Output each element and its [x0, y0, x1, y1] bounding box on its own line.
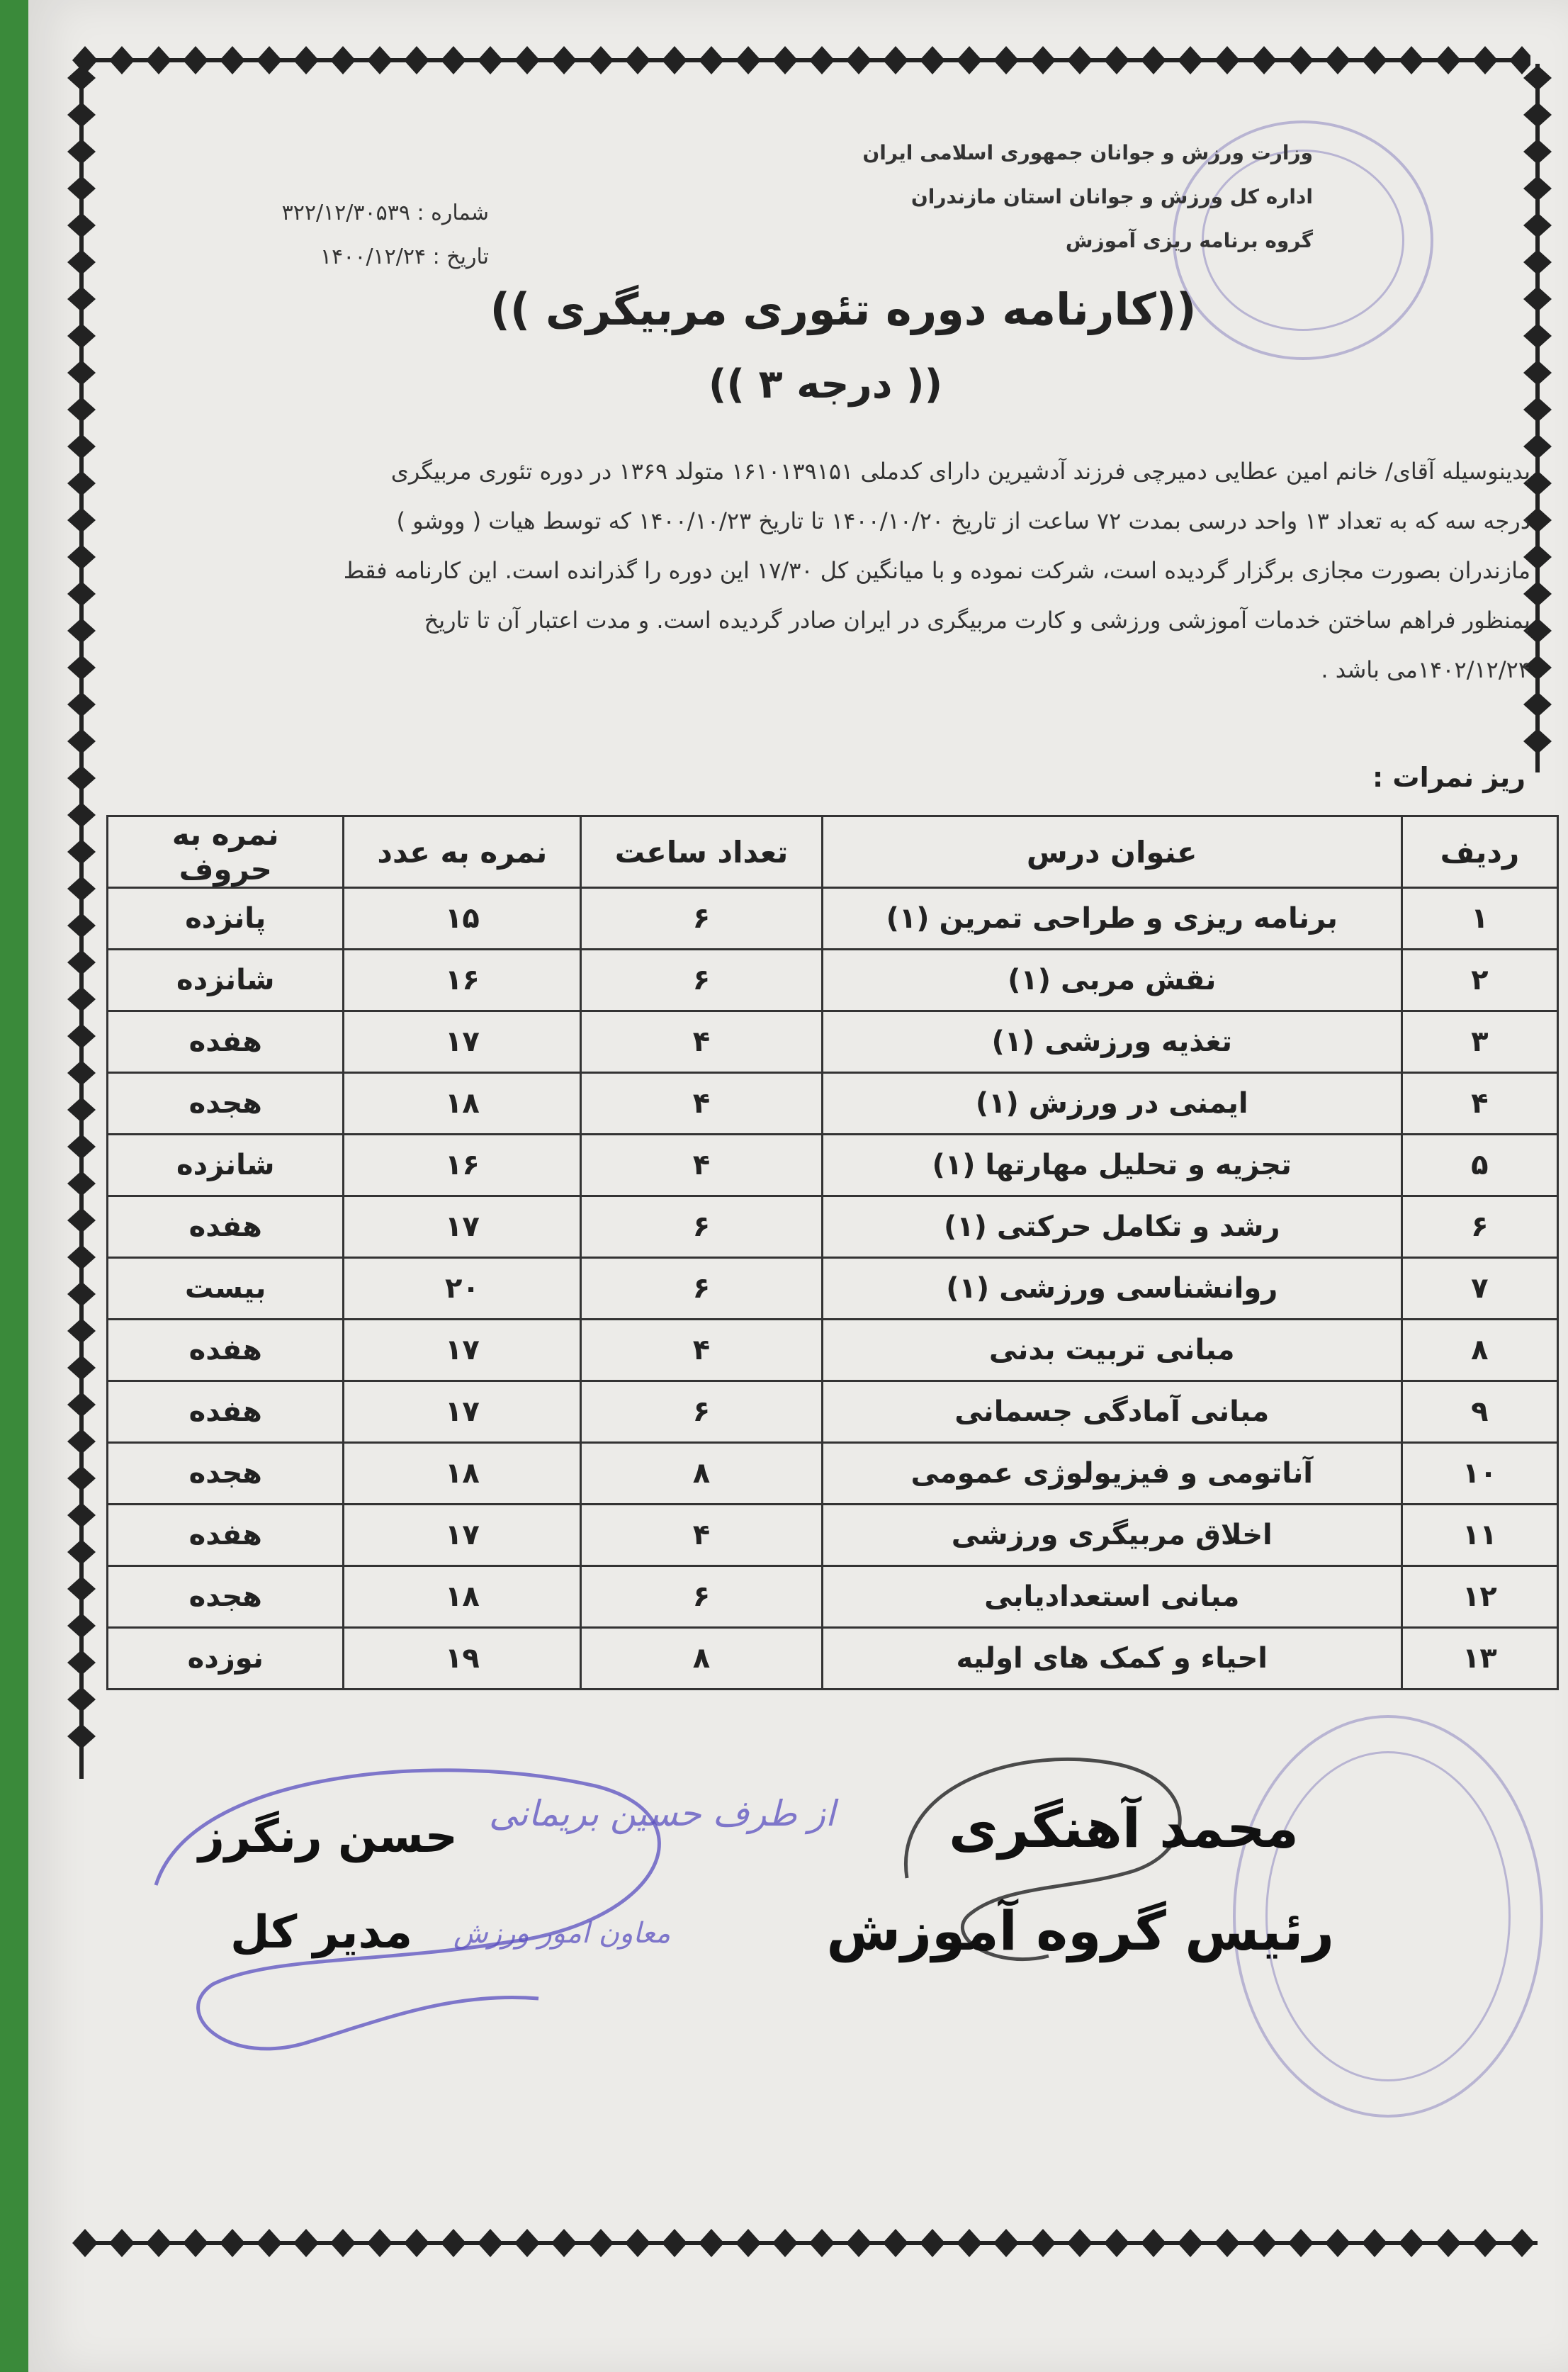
body-line-1: بدینوسیله آقای/ خانم امین عطایی دمیرچی فرزند آدشیرین دارای کدملی ۱۶۱۰۱۳۹۱۵۱ متولد ۱۳۶۹ در دوره تئوری مربیگری [390, 458, 1530, 485]
cell-row-number: ۷ [1401, 1258, 1557, 1320]
table-row [108, 1196, 1558, 1258]
cell-grade-number: ۱۷ [344, 1011, 581, 1073]
right-signer-name: محمد آهنگری [948, 1797, 1299, 1860]
cell-row-number: ۱ [1401, 888, 1557, 950]
document-paper [28, 0, 1568, 2372]
cell-course-title: برنامه ریزی و طراحی تمرین (۱) [822, 888, 1401, 950]
grades-table-header-row [108, 816, 1558, 888]
cell-course-title: آناتومی و فیزیولوژی عمومی [822, 1443, 1401, 1505]
date-line [191, 235, 489, 279]
cell-grade-words: بیست [108, 1258, 344, 1320]
table-row [108, 888, 1558, 950]
degree-title: (( درجه ۳ )) [708, 361, 943, 407]
cell-grade-words: هفده [108, 1320, 344, 1381]
cell-course-title: نقش مربی (۱) [822, 950, 1401, 1011]
grades-label: ریز نمرات : [1372, 762, 1525, 793]
cell-grade-number: ۲۰ [344, 1258, 581, 1320]
cell-grade-number: ۱۸ [344, 1443, 581, 1505]
cell-grade-number: ۱۶ [344, 1135, 581, 1196]
handwritten-deputy-title: معاون امور ورزش [453, 1917, 671, 1950]
cell-grade-number: ۱۷ [344, 1381, 581, 1443]
left-signer-title: مدیر کل [230, 1906, 413, 1959]
handwritten-deputy-note: از طرف حسین بریمانی [489, 1793, 835, 1834]
number-date-block [191, 191, 489, 279]
table-row [108, 950, 1558, 1011]
cell-hours: ۴ [581, 1135, 823, 1196]
cell-row-number: ۳ [1401, 1011, 1557, 1073]
top-decorative-border [71, 32, 1530, 89]
cell-course-title: مبانی استعدادیابی [822, 1566, 1401, 1628]
header-org-block [817, 131, 1313, 263]
cell-grade-words: شانزده [108, 1135, 344, 1196]
cell-hours: ۶ [581, 1381, 823, 1443]
number-value: ۳۲۲/۱۲/۳۰۵۳۹ [281, 201, 410, 225]
cell-hours: ۴ [581, 1073, 823, 1135]
cell-course-title: احیاء و کمک های اولیه [822, 1628, 1401, 1690]
table-row [108, 1258, 1558, 1320]
cell-row-number: ۴ [1401, 1073, 1557, 1135]
cell-grade-words: هفده [108, 1381, 344, 1443]
date-value: ۱۴۰۰/۱۲/۲۴ [320, 244, 427, 269]
cell-grade-number: ۱۶ [344, 950, 581, 1011]
header-row-number: ردیف [1401, 816, 1557, 888]
cell-hours: ۶ [581, 1196, 823, 1258]
table-row [108, 1381, 1558, 1443]
header-grade-words: نمره به حروف [108, 816, 344, 888]
cell-course-title: مبانی تربیت بدنی [822, 1320, 1401, 1381]
table-row [108, 1566, 1558, 1628]
certificate-body [135, 446, 1530, 695]
cell-grade-words: هجده [108, 1566, 344, 1628]
number-line [191, 191, 489, 235]
cell-grade-words: هفده [108, 1196, 344, 1258]
grades-table [106, 815, 1559, 1690]
body-line-3: مازندران بصورت مجازی برگزار گردیده است، شرکت نموده و با میانگین کل ۱۷/۳۰ این دوره را گذرانده است. این کارنامه فقط [343, 557, 1530, 584]
header-course-title: عنوان درس [822, 816, 1401, 888]
cell-course-title: رشد و تکامل حرکتی (۱) [822, 1196, 1401, 1258]
cell-grade-words: هجده [108, 1073, 344, 1135]
table-row [108, 1320, 1558, 1381]
table-row [108, 1135, 1558, 1196]
cell-grade-number: ۱۷ [344, 1196, 581, 1258]
cell-row-number: ۱۲ [1401, 1566, 1557, 1628]
cell-row-number: ۹ [1401, 1381, 1557, 1443]
cell-course-title: تغذیه ورزشی (۱) [822, 1011, 1401, 1073]
cell-grade-number: ۱۹ [344, 1628, 581, 1690]
cell-course-title: تجزیه و تحلیل مهارتها (۱) [822, 1135, 1401, 1196]
cell-course-title: روانشناسی ورزشی (۱) [822, 1258, 1401, 1320]
cell-hours: ۶ [581, 950, 823, 1011]
left-signer-name: حسن رنگرز [198, 1811, 458, 1863]
cell-grade-number: ۱۸ [344, 1566, 581, 1628]
date-label: تاریخ : [432, 244, 489, 269]
signature-scribble-left [85, 1687, 794, 2112]
cell-hours: ۸ [581, 1443, 823, 1505]
bottom-decorative-border [71, 2215, 1545, 2271]
cell-course-title: اخلاق مربیگری ورزشی [822, 1505, 1401, 1566]
group-name: گروه برنامه ریزی آموزش [1065, 229, 1313, 252]
cell-course-title: ایمنی در ورزش (۱) [822, 1073, 1401, 1135]
table-row [108, 1073, 1558, 1135]
cell-row-number: ۲ [1401, 950, 1557, 1011]
cell-row-number: ۱۰ [1401, 1443, 1557, 1505]
cell-grade-number: ۱۵ [344, 888, 581, 950]
table-row [108, 1505, 1558, 1566]
cell-row-number: ۸ [1401, 1320, 1557, 1381]
grades-table-body [108, 888, 1558, 1690]
cell-grade-words: هفده [108, 1505, 344, 1566]
right-signer-title: رئیس گروه آموزش [826, 1899, 1334, 1962]
department-name: اداره کل ورزش و جوانان استان مازندران [910, 185, 1313, 208]
body-line-2: درجه سه که به تعداد ۱۳ واحد درسی بمدت ۷۲ ساعت از تاریخ ۱۴۰۰/۱۰/۲۰ تا تاریخ ۱۴۰۰/۱۰/۲۳ که توسط هیات ( ووشو ) [396, 507, 1530, 534]
left-decorative-border [53, 64, 110, 1779]
cell-grade-words: هجده [108, 1443, 344, 1505]
cell-grade-words: هفده [108, 1011, 344, 1073]
cell-hours: ۴ [581, 1320, 823, 1381]
cell-row-number: ۱۳ [1401, 1628, 1557, 1690]
cell-course-title: مبانی آمادگی جسمانی [822, 1381, 1401, 1443]
table-row [108, 1628, 1558, 1690]
cell-row-number: ۱۱ [1401, 1505, 1557, 1566]
cell-hours: ۶ [581, 888, 823, 950]
cell-grade-number: ۱۷ [344, 1320, 581, 1381]
cell-hours: ۴ [581, 1505, 823, 1566]
body-line-4: بمنظور فراهم ساختن خدمات آموزشی ورزشی و کارت مربیگری در ایران صادر گردیده است. و مدت اعتبار آن تا تاریخ [424, 607, 1530, 634]
body-line-5: ۱۴۰۲/۱۲/۲۴می باشد . [1321, 656, 1530, 683]
cell-grade-number: ۱۸ [344, 1073, 581, 1135]
cell-grade-words: پانزده [108, 888, 344, 950]
header-grade-number: نمره به عدد [344, 816, 581, 888]
cell-hours: ۶ [581, 1566, 823, 1628]
cell-hours: ۴ [581, 1011, 823, 1073]
header-hours: تعداد ساعت [581, 816, 823, 888]
ministry-name: وزارت ورزش و جوانان جمهوری اسلامی ایران [862, 141, 1313, 164]
document-title: ((کارنامه دوره تئوری مربیگری )) [490, 283, 1197, 335]
table-row [108, 1443, 1558, 1505]
cell-grade-words: نوزده [108, 1628, 344, 1690]
cell-grade-words: شانزده [108, 950, 344, 1011]
cell-row-number: ۶ [1401, 1196, 1557, 1258]
number-label: شماره : [417, 201, 489, 225]
cell-hours: ۶ [581, 1258, 823, 1320]
cell-row-number: ۵ [1401, 1135, 1557, 1196]
table-row [108, 1011, 1558, 1073]
cell-grade-number: ۱۷ [344, 1505, 581, 1566]
cell-hours: ۸ [581, 1628, 823, 1690]
